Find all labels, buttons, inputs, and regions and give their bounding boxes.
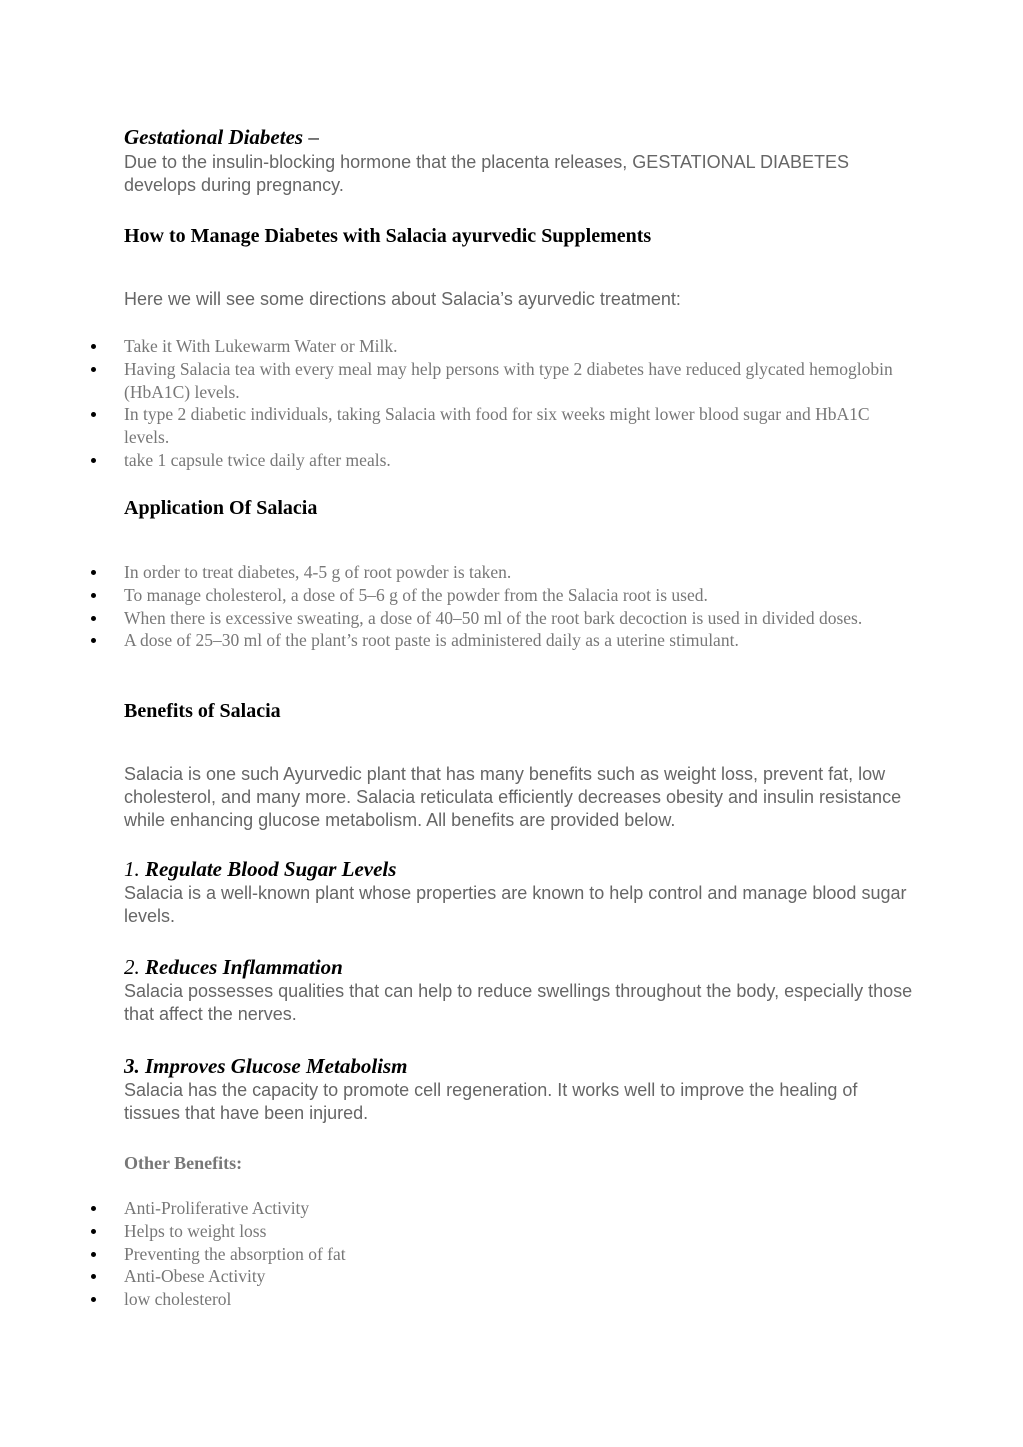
benefit-3-heading [124, 1053, 914, 1079]
application-heading: Application Of Salacia [124, 497, 318, 519]
manage-heading: How to Manage Diabetes with Salacia ayurvedic Supplements [124, 225, 652, 247]
benefit-1 [124, 856, 914, 928]
benefit-3-title: Improves Glucose Metabolism [145, 1054, 408, 1078]
list-item-text: take 1 capsule twice daily after meals. [124, 449, 391, 470]
benefit-2-title: Reduces Inflammation [145, 955, 343, 979]
list-item [0, 584, 910, 607]
list-item-text: Anti-Obese Activity [124, 1266, 266, 1287]
list-item-text: Anti-Proliferative Activity [124, 1198, 310, 1218]
list-item [0, 449, 910, 472]
list-item-text: A dose of 25–30 ml of the plant’s root paste is administered daily as a uterine stimulant. [124, 630, 739, 651]
benefits-heading: Benefits of Salacia [124, 700, 281, 722]
gestational-text: Due to the insulin-blocking hormone that the placenta releases, GESTATIONAL DIABETES develops during pregnancy. [124, 152, 850, 195]
list-item [0, 335, 910, 358]
bullet-icon [91, 412, 96, 417]
benefit-3 [124, 1053, 914, 1125]
bullet-icon [91, 593, 96, 598]
list-item-text: Helps to weight loss [124, 1220, 267, 1241]
gestational-heading [124, 124, 914, 150]
other-list [0, 1197, 910, 1311]
gestational-section [124, 124, 914, 197]
list-item-text: Preventing the absorption of fat [124, 1243, 346, 1264]
benefit-2-number: 2. [124, 955, 140, 979]
benefit-1-title: Regulate Blood Sugar Levels [145, 857, 397, 881]
list-item-text: Take it With Lukewarm Water or Milk. [124, 336, 398, 356]
list-item-text: Having Salacia tea with every meal may help persons with type 2 diabetes have reduced glycated hemoglobin (HbA1C) levels. [124, 358, 893, 402]
list-item-text: To manage cholesterol, a dose of 5–6 g of the powder from the Salacia root is used. [124, 584, 708, 605]
bullet-icon [91, 616, 96, 621]
benefit-3-text: Salacia has the capacity to promote cell regeneration. It works well to improve the healing of tissues that have been injured. [124, 1080, 858, 1123]
benefits-intro: Salacia is one such Ayurvedic plant that has many benefits such as weight loss, prevent fat, low cholesterol, and many more. Salacia reticulata efficiently decreases obesity and insulin resistance while enhancing glucose metabolism. All benefits are provided below. [124, 764, 902, 830]
list-item [0, 358, 910, 404]
gestational-title: Gestational Diabetes [124, 125, 304, 149]
list-item-text: In order to treat diabetes, 4-5 g of root powder is taken. [124, 562, 512, 582]
benefit-2 [124, 954, 914, 1026]
bullet-icon [91, 1297, 96, 1302]
bullet-icon [91, 367, 96, 372]
bullet-icon [91, 638, 96, 643]
bullet-icon [91, 570, 96, 575]
gestational-dash: – [308, 125, 319, 149]
manage-intro: Here we will see some directions about Salacia’s ayurvedic treatment: [124, 289, 681, 309]
application-section [124, 496, 914, 520]
list-item-text: In type 2 diabetic individuals, taking Salacia with food for six weeks might lower blood sugar and HbA1C levels. [124, 404, 870, 448]
benefit-2-text: Salacia possesses qualities that can help to reduce swellings throughout the body, especially those that affect the nerves. [124, 981, 913, 1024]
other-heading: Other Benefits: [124, 1153, 243, 1173]
manage-section [124, 224, 914, 311]
list-item [0, 629, 910, 652]
list-item [0, 561, 910, 584]
bullet-icon [91, 1206, 96, 1211]
list-item [0, 607, 910, 630]
list-item-text: When there is excessive sweating, a dose of 40–50 ml of the root bark decoction is used in divided doses. [124, 607, 863, 628]
list-item [0, 1220, 910, 1243]
benefits-section [124, 699, 914, 832]
list-item [0, 403, 910, 449]
bullet-icon [91, 1252, 96, 1257]
benefit-2-heading [124, 954, 914, 980]
bullet-icon [91, 344, 96, 349]
benefit-1-number: 1. [124, 857, 140, 881]
bullet-icon [91, 458, 96, 463]
benefit-3-number: 3. [124, 1054, 140, 1078]
benefit-1-text: Salacia is a well-known plant whose properties are known to help control and manage blood sugar levels. [124, 883, 907, 926]
benefit-1-heading [124, 856, 914, 882]
list-item [0, 1197, 910, 1220]
bullet-icon [91, 1274, 96, 1279]
bullet-icon [91, 1229, 96, 1234]
manage-list [0, 335, 910, 472]
other-section [124, 1152, 914, 1174]
list-item [0, 1265, 910, 1288]
list-item [0, 1243, 910, 1266]
list-item-text: low cholesterol [124, 1289, 232, 1310]
list-item [0, 1288, 910, 1311]
application-list [0, 561, 910, 652]
